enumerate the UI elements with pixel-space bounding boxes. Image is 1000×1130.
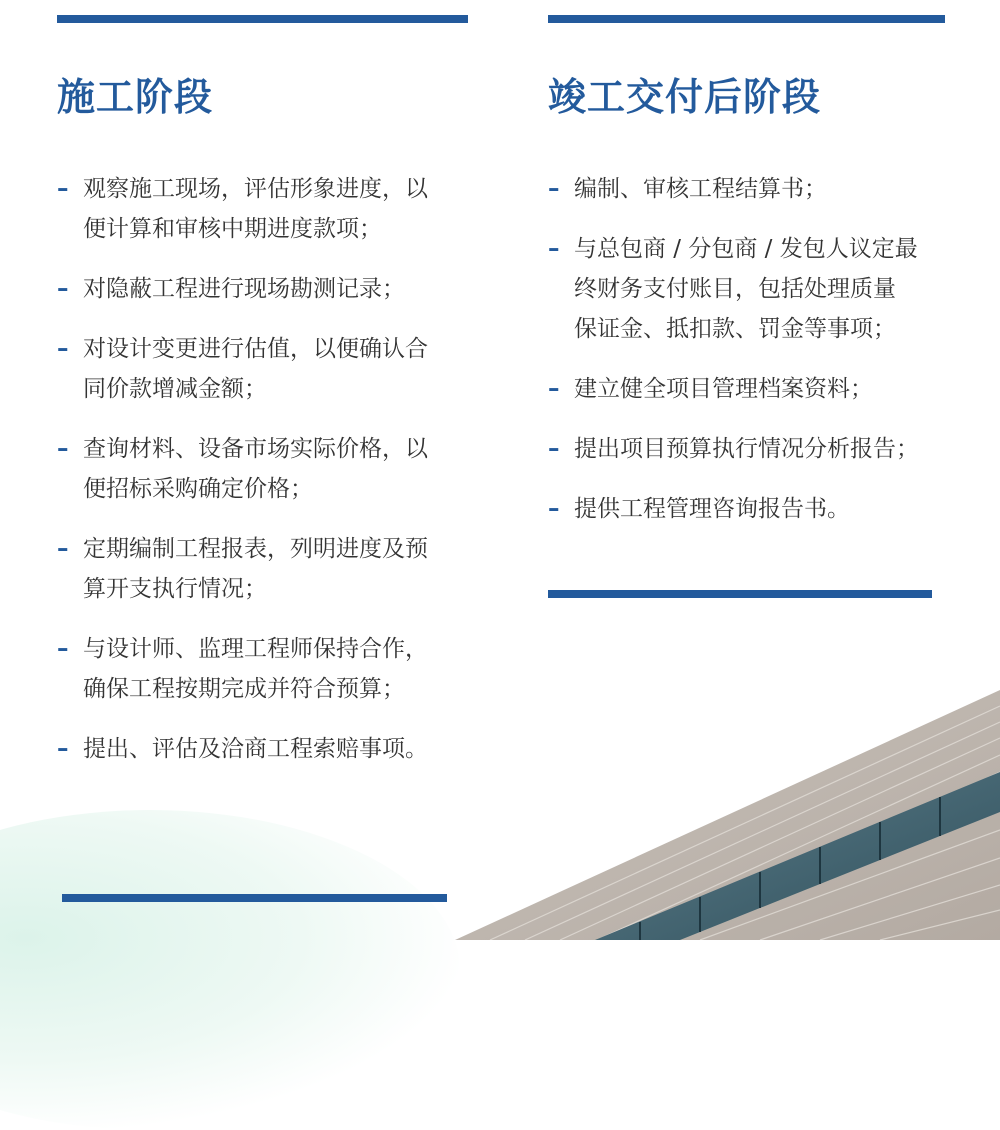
left-bottom-divider (62, 894, 447, 902)
list-item-text: 同价款增减金额； (83, 376, 267, 402)
list-item (548, 369, 968, 409)
list-item (548, 229, 968, 349)
list-item-text: 提出项目预算执行情况分析报告； (574, 436, 919, 462)
list-item (57, 629, 477, 709)
list-item-text: 与设计师、监理工程师保持合作， (83, 636, 428, 662)
list-item-text: 与总包商 / 分包商 / 发包人议定最 (574, 236, 918, 262)
list-item-text: 便招标采购确定价格； (83, 476, 313, 502)
dash-bullet-icon: – (57, 276, 69, 302)
left-section-title: 施工阶段 (57, 75, 214, 119)
list-item (57, 429, 477, 509)
right-item-list (548, 169, 968, 549)
list-item-text: 确保工程按期完成并符合预算； (83, 676, 405, 702)
list-item (57, 529, 477, 609)
list-item (548, 429, 968, 469)
list-item-text: 观察施工现场，评估形象进度，以 (83, 176, 428, 202)
list-item-text: 便计算和审核中期进度款项； (83, 216, 382, 242)
left-item-list (57, 169, 477, 789)
dash-bullet-icon: – (548, 496, 560, 522)
list-item-text: 查询材料、设备市场实际价格，以 (83, 436, 428, 462)
list-item (57, 269, 477, 309)
dash-bullet-icon: – (548, 436, 560, 462)
list-item-text: 终财务支付账目，包括处理质量 (574, 276, 896, 302)
list-item-text: 对隐蔽工程进行现场勘测记录； (83, 276, 405, 302)
left-top-divider (57, 15, 468, 23)
list-item (57, 169, 477, 249)
list-item (57, 729, 477, 769)
dash-bullet-icon: – (548, 236, 560, 262)
dash-bullet-icon: – (548, 176, 560, 202)
right-top-divider (548, 15, 945, 23)
dash-bullet-icon: – (548, 376, 560, 402)
right-section-title: 竣工交付后阶段 (548, 75, 822, 119)
dash-bullet-icon: – (57, 336, 69, 362)
dash-bullet-icon: – (57, 176, 69, 202)
list-item-text: 算开支执行情况； (83, 576, 267, 602)
list-item-text: 提出、评估及洽商工程索赔事项。 (83, 736, 428, 762)
list-item (57, 329, 477, 409)
dash-bullet-icon: – (57, 436, 69, 462)
list-item-text: 对设计变更进行估值，以便确认合 (83, 336, 428, 362)
list-item-text: 建立健全项目管理档案资料； (574, 376, 873, 402)
list-item (548, 169, 968, 209)
list-item-text: 提供工程管理咨询报告书。 (574, 496, 850, 522)
list-item (548, 489, 968, 529)
list-item-text: 编制、审核工程结算书； (574, 176, 827, 202)
dash-bullet-icon: – (57, 636, 69, 662)
right-bottom-divider (548, 590, 932, 598)
dash-bullet-icon: – (57, 736, 69, 762)
list-item-text: 保证金、抵扣款、罚金等事项； (574, 316, 896, 342)
list-item-text: 定期编制工程报表，列明进度及预 (83, 536, 428, 562)
dash-bullet-icon: – (57, 536, 69, 562)
